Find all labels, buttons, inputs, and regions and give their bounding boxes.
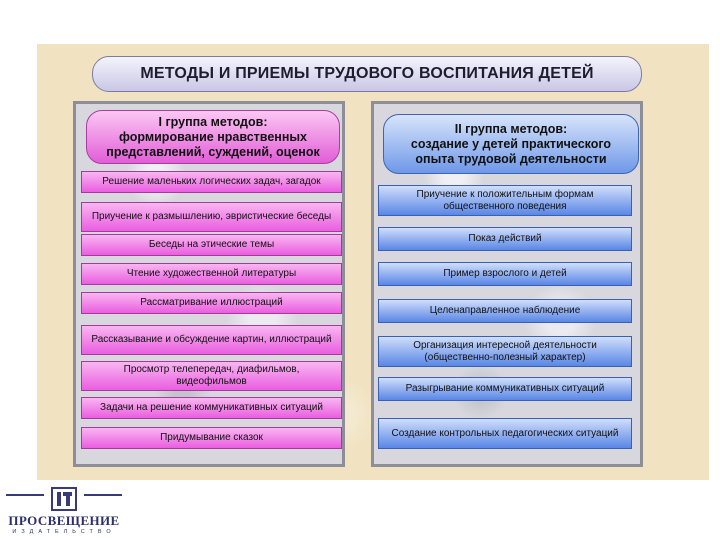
right-method-item: Приучение к положительным формам общественного поведения bbox=[378, 185, 632, 216]
publisher-logo bbox=[4, 487, 124, 537]
left-method-item: Рассматривание иллюстраций bbox=[81, 292, 342, 314]
publisher-subtitle: ИЗДАТЕЛЬСТВО bbox=[12, 529, 116, 535]
right-method-item: Создание контрольных педагогических ситуаций bbox=[378, 418, 632, 449]
logo-line-left bbox=[6, 494, 44, 496]
right-method-item: Пример взрослого и детей bbox=[378, 262, 632, 286]
left-method-item: Решение маленьких логических задач, загадок bbox=[81, 171, 342, 193]
slide-title: МЕТОДЫ И ПРИЕМЫ ТРУДОВОГО ВОСПИТАНИЯ ДЕТЕЙ bbox=[92, 56, 642, 92]
publisher-name: ПРОСВЕЩЕНИЕ bbox=[8, 513, 120, 528]
right-method-item: Показ действий bbox=[378, 227, 632, 251]
right-group-header bbox=[383, 114, 639, 174]
left-method-item: Приучение к размышлению, эвристические беседы bbox=[81, 202, 342, 232]
left-method-item: Просмотр телепередач, диафильмов, видеофильмов bbox=[81, 361, 342, 391]
left-method-item: Задачи на решение коммуникативных ситуаций bbox=[81, 397, 342, 419]
right-group-header-text: II группа методов: создание у детей практического опыта трудовой деятельности bbox=[410, 121, 612, 166]
left-group-header-text: I группа методов: формирование нравственных представлений, суждений, оценок bbox=[106, 114, 320, 159]
publisher-emblem-icon bbox=[51, 487, 77, 511]
logo-line-right bbox=[84, 494, 122, 496]
right-method-item: Целенаправленное наблюдение bbox=[378, 299, 632, 323]
left-method-item: Придумывание сказок bbox=[81, 427, 342, 449]
right-method-item: Организация интересной деятельности (общественно-полезный характер) bbox=[378, 336, 632, 367]
left-method-item: Чтение художественной литературы bbox=[81, 263, 342, 285]
left-method-item: Беседы на этические темы bbox=[81, 234, 342, 256]
left-group-header bbox=[86, 110, 340, 164]
left-method-item: Рассказывание и обсуждение картин, иллюстраций bbox=[81, 325, 342, 355]
right-method-item: Разыгрывание коммуникативных ситуаций bbox=[378, 377, 632, 401]
